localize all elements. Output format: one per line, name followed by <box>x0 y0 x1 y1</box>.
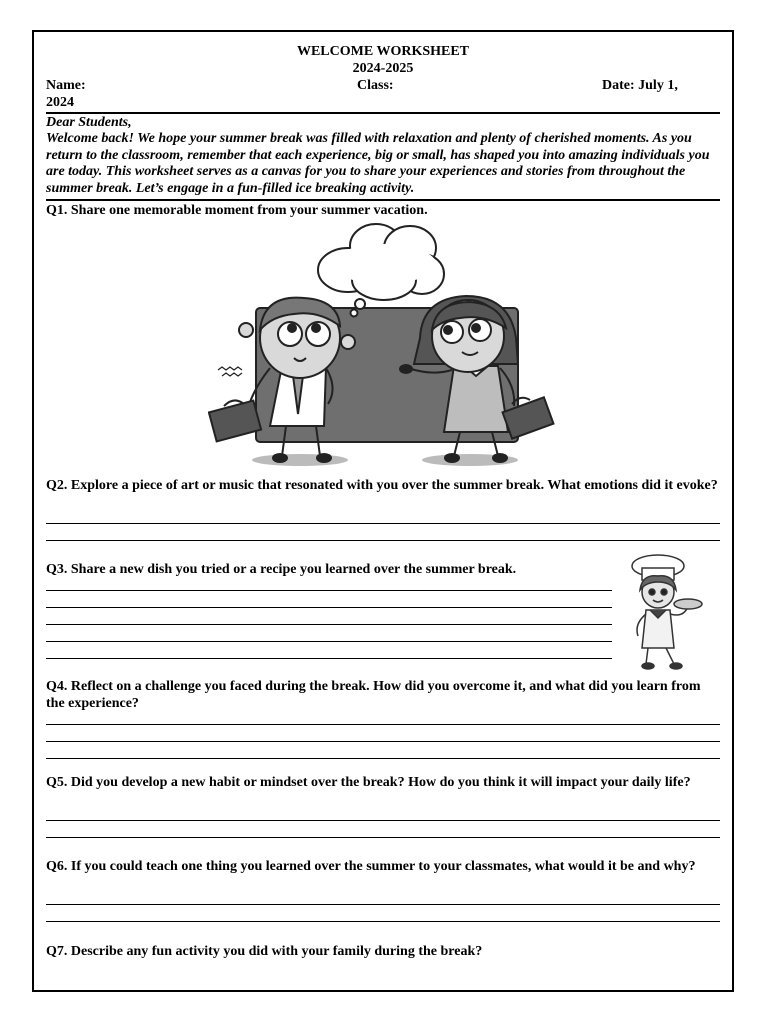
question-6: Q6. If you could teach one thing you learned over the summer to your classmates, what would it be and why? <box>46 859 696 874</box>
date-label: Date: July 1, <box>602 78 678 93</box>
answer-line[interactable] <box>46 724 720 725</box>
chef-girl-illustration <box>618 552 714 674</box>
intro-rule <box>46 199 720 201</box>
worksheet-title: WELCOME WORKSHEET <box>296 44 470 59</box>
intro-paragraph: Welcome back! We hope your summer break was filled with relaxation and plenty of cherished moments. As you return to the classroom, remember that each experience, big or small, has shaped you into amazing individuals you are today. This worksheet serves as a canvas for you to share your experiences and stories from throughout the summer break. Let’s engage in a fun-filled ice breaking activity. <box>46 131 710 196</box>
answer-line[interactable] <box>46 921 720 922</box>
answer-line[interactable] <box>46 540 720 541</box>
answer-line[interactable] <box>46 607 612 608</box>
question-2: Q2. Explore a piece of art or music that resonated with you over the summer break. What emotions did it evoke? <box>46 478 718 493</box>
greeting: Dear Students, <box>46 115 132 130</box>
answer-line[interactable] <box>46 658 612 659</box>
school-year: 2024-2025 <box>352 61 414 76</box>
answer-line[interactable] <box>46 590 612 591</box>
answer-line[interactable] <box>46 741 720 742</box>
motion-lines-icon <box>218 367 242 376</box>
answer-line[interactable] <box>46 523 720 524</box>
date-year: 2024 <box>46 95 74 110</box>
class-label: Class: <box>357 78 394 93</box>
question-5: Q5. Did you develop a new habit or mindset over the break? How do you think it will impact your daily life? <box>46 775 691 790</box>
boy-shadow <box>252 454 348 466</box>
question-1: Q1. Share one memorable moment from your summer vacation. <box>46 203 428 218</box>
answer-line[interactable] <box>46 837 720 838</box>
students-illustration <box>208 218 560 470</box>
header-rule <box>46 112 720 114</box>
answer-line[interactable] <box>46 641 612 642</box>
name-label: Name: <box>46 78 86 93</box>
question-7: Q7. Describe any fun activity you did with your family during the break? <box>46 944 483 959</box>
question-4: Q4. Reflect on a challenge you faced during the break. How did you overcome it, and what did you learn from the experience? <box>46 679 701 711</box>
question-3: Q3. Share a new dish you tried or a recipe you learned over the summer break. <box>46 562 517 577</box>
answer-line[interactable] <box>46 820 720 821</box>
answer-line[interactable] <box>46 624 612 625</box>
answer-line[interactable] <box>46 904 720 905</box>
answer-line[interactable] <box>46 758 720 759</box>
